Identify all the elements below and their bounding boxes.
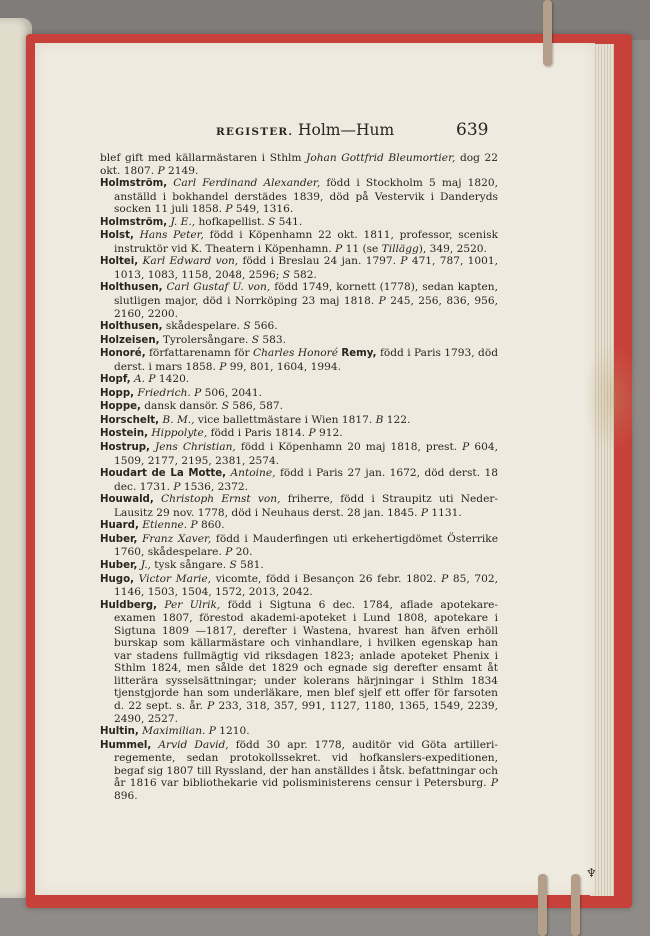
paper-stain (583, 343, 643, 453)
entry-text (154, 493, 161, 505)
entry-text: född i Mauderfingen uti erkehertigdömet Österrike 1760, skådespelare. (114, 532, 498, 559)
entry-text: S (251, 333, 260, 346)
entry-text: B (375, 413, 384, 426)
entry-text: Etienne. (142, 519, 188, 532)
register-entry (100, 493, 498, 519)
entry-text: vice ballettmästare i Wien 1817. (194, 413, 376, 426)
entry-text: ), 349, 2520. (418, 242, 487, 255)
register-entry (100, 441, 498, 467)
entry-text: 581. (236, 558, 264, 571)
entry-text: P (308, 427, 316, 440)
entry-text: författarenamn för (145, 347, 253, 360)
entry-headword: Holthusen, (100, 321, 163, 333)
entry-text: 1210. (215, 725, 250, 738)
entry-text: P (225, 203, 233, 216)
entry-text: P (208, 725, 216, 738)
page-number: 639 (456, 120, 489, 140)
corner-mark: ♆ (586, 866, 597, 880)
entry-text: 896. (114, 789, 138, 802)
entry-text: P (441, 572, 449, 585)
entry-text: Tyrolersångare. (159, 333, 252, 346)
entry-text: J., (140, 558, 151, 571)
entry-headword: Hopf, (100, 374, 131, 386)
register-entry (100, 414, 498, 428)
register-entries (100, 152, 498, 802)
entry-range: Holm—Hum (298, 121, 395, 139)
bookmark-ribbon-bottom-left (538, 874, 547, 936)
entry-text: Friedrich. (137, 386, 191, 399)
entry-text: P (207, 699, 215, 712)
entry-text: P (157, 164, 165, 177)
entry-text: P (194, 386, 202, 399)
entry-text: född 30 apr. 1778, auditör vid Göta artilleri-regemente, sedan protokollssekret. vid hofkanslers-expeditionen, begaf sig 1807 till Ryssland, der han anställdes i åtsk. befattningar och år 1816 var bibliothekarie vid polisministerens censur i Petersburg. (114, 738, 498, 790)
entry-headword: Hultin, (100, 726, 139, 738)
entry-headword: Holst, (100, 230, 134, 242)
entry-text: S (229, 558, 237, 571)
entry-text: P (490, 777, 498, 790)
entry-text: Christoph Ernst von, (161, 493, 281, 506)
entry-text: S (243, 320, 251, 333)
entry-headword: Holthusen, (100, 282, 163, 294)
register-entry (100, 725, 498, 739)
entry-text: Antoine, (230, 467, 276, 480)
entry-text: 506, 2041. (201, 386, 262, 399)
register-entry (100, 519, 498, 533)
entry-text: J. E., (170, 215, 196, 228)
bookmark-ribbon-bottom-right (571, 874, 580, 936)
entry-headword: Holtei, (100, 256, 139, 268)
register-entry (100, 467, 498, 493)
entry-text: född i Breslau 24 jan. 1797. (238, 255, 401, 268)
entry-text: född i Paris 1814. (207, 427, 309, 440)
entry-headword: Hostein, (100, 428, 148, 440)
entry-text: P (219, 360, 227, 373)
entry-headword: Hugo, (100, 573, 134, 585)
register-entry (100, 347, 498, 373)
register-entry (100, 573, 498, 599)
entry-text: P (190, 519, 198, 532)
entry-headword: Hostrup, (100, 442, 150, 454)
entry-text: 122. (383, 413, 411, 426)
entry-text: född i Paris 1793, död derst. i mars 1858. (114, 347, 499, 373)
entry-text: Per Ulrik, (164, 598, 221, 611)
entry-text: 583. (259, 333, 287, 346)
entry-text: 586, 587. (229, 400, 283, 413)
entry-text: 541. (275, 215, 303, 228)
entry-text: Karl Edward von, (142, 255, 239, 268)
register-entry (100, 387, 498, 401)
entry-text: 233, 318, 357, 991, 1127, 1180, 1365, 1549, 2239, 2490, 2527. (114, 699, 498, 725)
bookmark-ribbon-top (543, 0, 552, 66)
entry-text: hofkapellist. (195, 215, 268, 228)
entry-text: S (221, 400, 230, 413)
entry-text: född i Sigtuna 6 dec. 1784, aflade apotekare-examen 1807, förestod akademi-apoteket i Lund 1808, apotekare i Sigtuna 1809 —1817, derefter i Wastena, hvarest han äfven erhöll burskap som källarmästare och vinhandlare, i hvilken egenskap han var stadens fullmägtig vid riksdagen 1823; anlade apoteket Phenix i Sthlm 1824, men sålde det 1829 och egnade sig derefter ensamt åt litterära sysselsättningar; under kolerans härjningar i Sthlm 1834 tjenstgjorde han som underläkare, men blef sjelf ett offer för farsoten d. 22 sept. s. år. (114, 598, 498, 712)
entry-text: född i Köpenhamn 22 okt. 1811, professor, scenisk instruktör vid K. Theatern i Köpenhamn. (114, 229, 498, 255)
entry-text: Carl Gustaf U. von, (166, 281, 271, 294)
entry-text: 2149. (164, 164, 199, 177)
entry-text: 85, 702, 1146, 1503, 1504, 1572, 2013, 2042. (114, 572, 499, 599)
entry-text: 11 (se (342, 242, 382, 255)
entry-text: 99, 801, 1604, 1994. (226, 360, 341, 373)
entry-text: 245, 256, 836, 956, 2160, 2200. (114, 295, 498, 320)
entry-headword: Huber, (100, 559, 138, 571)
entry-text: skådespelare. (162, 320, 244, 333)
register-entry (100, 599, 498, 725)
entry-headword: Holmström, (100, 178, 168, 190)
register-entry (100, 320, 498, 334)
entry-text: 471, 787, 1001, 1013, 1083, 1158, 2048, 2596; (114, 255, 498, 281)
entry-text: P (420, 506, 428, 519)
entry-text: 1420. (155, 373, 190, 386)
entry-text: P (173, 480, 181, 493)
entry-text: dog 22 okt. 1807. (100, 152, 498, 177)
entry-headword: Holmström, (100, 216, 168, 228)
register-entry (100, 739, 498, 803)
entry-text: P (378, 295, 386, 308)
entry-headword: Houdart de La Motte, (100, 468, 227, 480)
entry-text: född i Köpenhamn 20 maj 1818, prest. (235, 441, 463, 454)
entry-text: Charles Honoré (253, 347, 338, 360)
entry-text: dansk dansör. (140, 400, 222, 413)
entry-text: Victor Marie, (138, 572, 212, 585)
entry-text: Franz Xaver, (142, 532, 212, 545)
entry-text: född i Paris 27 jan. 1672, död derst. 18 dec. 1731. (114, 467, 499, 493)
register-entry (100, 334, 498, 348)
entry-text: Hans Peter, (139, 229, 204, 242)
entry-text: Jens Christian, (154, 441, 236, 454)
entry-text: Hippolyte, (151, 427, 208, 440)
register-entry (100, 533, 498, 559)
entry-headword: Hoppe, (100, 401, 141, 413)
entry-text: 582. (289, 268, 317, 281)
entry-text: S (267, 215, 276, 228)
register-entry (100, 229, 498, 255)
entry-headword: Hummel, (100, 739, 152, 751)
register-entry (100, 152, 498, 177)
entry-text: 20. (232, 546, 253, 559)
entry-text: tysk sångare. (150, 558, 230, 571)
register-entry (100, 216, 498, 230)
entry-text: friherre, född i Straupitz uti Neder-Lausitz 29 nov. 1778, död i Neuhaus derst. 28 jan. 1845. (114, 493, 498, 519)
entry-text: P (400, 255, 408, 268)
entry-text: B. M., (162, 413, 195, 426)
entry-text: Johan Gottfrid Bleumortier, (306, 152, 456, 164)
entry-text: P (148, 373, 156, 386)
register-entry (100, 373, 498, 387)
entry-headword: Huldberg, (100, 599, 157, 611)
register-entry (100, 281, 498, 320)
entry-text: 549, 1316. (232, 203, 294, 216)
entry-text: 860. (197, 519, 225, 532)
entry-text: P (335, 242, 343, 255)
entry-headword: Houwald, (100, 494, 154, 506)
entry-text: Carl Ferdinand Alexander, (173, 177, 321, 190)
entry-text: Arvid David, (158, 738, 229, 751)
entry-text: Tillägg (381, 242, 419, 255)
running-header (216, 120, 489, 144)
entry-text: 566. (250, 320, 278, 333)
entry-text: Remy, (341, 348, 377, 360)
entry-headword: Huber, (100, 533, 138, 545)
register-entry (100, 255, 498, 281)
entry-headword: Holzeisen, (100, 334, 160, 346)
section-label: REGISTER. (216, 126, 294, 138)
entry-text: P (462, 441, 470, 454)
entry-text: 1131. (428, 506, 462, 519)
entry-text: vicomte, född i Besançon 26 febr. 1802. (211, 572, 442, 585)
entry-text: blef gift med källarmästaren i Sthlm (100, 152, 307, 164)
entry-headword: Honoré, (100, 348, 146, 360)
entry-text: 604, 1509, 2177, 2195, 2381, 2574. (114, 441, 498, 467)
entry-text: född 1749, kornett (1778), sedan kapten, slutligen major, död i Norrköping 23 maj 1818. (114, 281, 498, 308)
entry-text: S (282, 268, 290, 281)
entry-headword: Hopp, (100, 387, 134, 399)
register-entry (100, 177, 498, 216)
register-entry (100, 427, 498, 441)
entry-text: 1536, 2372. (180, 480, 248, 493)
entry-text: Maximilian. (142, 725, 206, 738)
entry-text: 912. (315, 427, 343, 440)
register-entry (100, 559, 498, 573)
entry-text: A. (133, 373, 145, 386)
entry-headword: Horschelt, (100, 414, 160, 426)
register-entry (100, 400, 498, 414)
entry-headword: Huard, (100, 520, 139, 532)
entry-text: född i Stockholm 5 maj 1820, anställd i bokhandel derstädes 1839, död på Vestervik i Danderyds socken 11 juli 1858. (114, 177, 498, 216)
entry-text: P (225, 546, 233, 559)
